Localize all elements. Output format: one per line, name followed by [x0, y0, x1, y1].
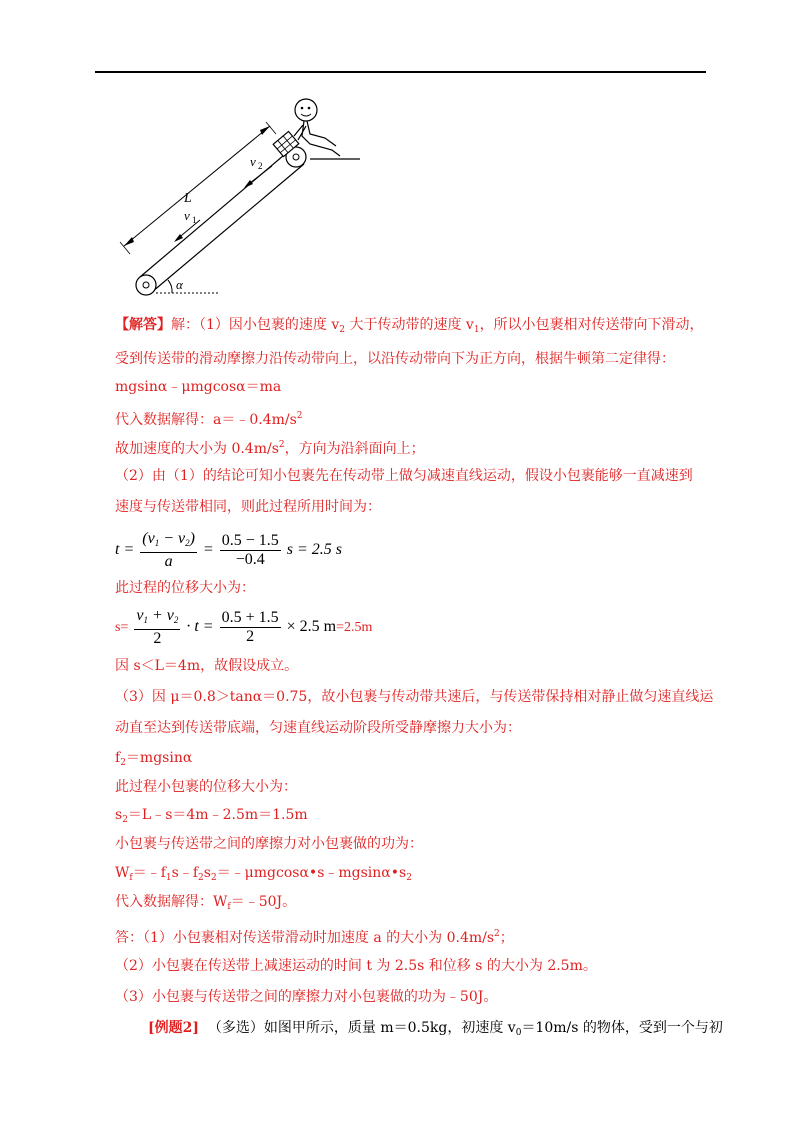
top-roller-hub [293, 154, 299, 160]
text: ＝mgsinα [125, 750, 193, 766]
length-arrow-bottom [124, 237, 134, 246]
solution-line-1 [115, 316, 704, 339]
alpha-label: α [176, 277, 183, 292]
text: 答：（1）小包裹相对传送带滑动时加速度 a 的大小为 0.4m/s [115, 930, 495, 946]
solution-line-9: 因 s＜L＝4m，故假设成立。 [115, 658, 299, 674]
denominator: −0.4 [235, 551, 265, 568]
text: ＝L﹣s＝4m﹣2.5m＝1.5m [127, 807, 308, 823]
text: W [115, 865, 130, 881]
length-label: L [184, 191, 192, 206]
text: s [203, 865, 211, 881]
text: 代入数据解得：a＝﹣0.4m/s [115, 412, 297, 428]
solution-line-15: 小包裹与传送带之间的摩擦力对小包裹做的功为： [115, 836, 423, 852]
text: ＝﹣μmgcosα•s﹣mgsinα•s [216, 865, 407, 881]
solution-line-13: 此过程小包裹的位移大小为： [115, 779, 297, 795]
fraction [134, 607, 180, 648]
alpha-arc [168, 280, 172, 293]
example-2-intro [148, 1019, 723, 1042]
text: ＝﹣50J。 [230, 894, 297, 910]
text: ＝﹣f [132, 865, 166, 881]
length-arrow-top [260, 126, 270, 135]
text: ＝10m/s 的物体，受到一个与初 [521, 1020, 723, 1036]
text: 解：（1）因小包裹的速度 v [171, 317, 340, 333]
text: 故加速度的大小为 0.4m/s [115, 441, 279, 457]
solution-tag: 【解答】 [115, 317, 171, 333]
solution-line-14 [115, 806, 308, 829]
sup: 2 [278, 440, 285, 450]
sub: 2 [339, 325, 346, 335]
text: v [136, 607, 144, 624]
text: + v [147, 607, 174, 624]
sub: 1 [165, 873, 172, 883]
answer-line-1 [115, 925, 514, 947]
text: ，方向为沿斜面向上； [284, 441, 425, 457]
fraction [140, 530, 197, 571]
sub: 2 [122, 815, 128, 825]
answer-line-2: （2）小包裹在传送带上减速运动的时间 t 为 2.5s 和位移 s 的大小为 2.5m。 [115, 958, 597, 974]
solution-line-5 [115, 436, 425, 458]
solution-line-4 [115, 407, 303, 429]
text: 代入数据解得：W [115, 894, 228, 910]
v2-label: v [250, 154, 256, 169]
text: − v [159, 530, 186, 547]
solution-line-7: 速度与传送带相同，则此过程所用时间为： [115, 499, 381, 515]
sub: 0 [515, 1028, 522, 1038]
sub: f [227, 902, 231, 912]
solution-line-2: 受到传送带的滑动摩擦力沿传动带向上，以沿传动带向下为正方向，根据牛顿第二定律得： [115, 351, 675, 367]
conveyor-figure [110, 92, 370, 302]
solution-line-16 [115, 864, 412, 887]
text: × 2.5 m [286, 618, 337, 636]
v1-label-sub: 1 [192, 215, 197, 225]
person-figure [294, 99, 340, 156]
sup: 2 [296, 411, 303, 421]
text: ； [499, 930, 514, 946]
sub: 1 [154, 538, 160, 548]
solution-line-10: （3）因 μ＝0.8＞tanα＝0.75，故小包裹与传动带共速后，与传送带保持相对静止做匀速直线运 [115, 689, 714, 705]
solution-line-11: 动直至达到传送带底端，匀速直线运动阶段所受静摩擦力大小为： [115, 720, 521, 736]
text: =2.5m [336, 620, 373, 636]
equation-newton: mgsinα﹣μmgcosα＝ma [115, 379, 282, 395]
numerator: 0.5 + 1.5 [221, 609, 279, 626]
text: （多选）如图甲所示，质量 m＝0.5kg，初速度 v [207, 1020, 516, 1036]
solution-line-12 [115, 749, 192, 772]
sub: 2 [406, 873, 412, 883]
denominator: 2 [153, 630, 162, 647]
solution-line-17 [115, 893, 296, 916]
belt-bottom-line [152, 164, 304, 292]
text: · t = [186, 618, 214, 636]
sub: 1 [473, 325, 480, 335]
equation-displacement [115, 607, 372, 648]
numerator [134, 607, 180, 630]
text: = [202, 541, 214, 559]
v1-label: v [184, 208, 190, 223]
answer-line-3: （3）小包裹与传送带之间的摩擦力对小包裹做的功为﹣50J。 [115, 989, 498, 1005]
equation-time [115, 530, 342, 571]
sub: 2 [185, 538, 190, 548]
sub: 2 [120, 758, 126, 768]
denominator: 2 [246, 628, 255, 645]
text: t = [115, 541, 135, 559]
text: (v [142, 530, 155, 547]
sub: 2 [173, 615, 179, 625]
fraction [220, 609, 281, 646]
solution-line-6: （2）由（1）的结论可知小包裹先在传动带上做匀减速直线运动，假设小包裹能够一直减速到 [115, 468, 693, 484]
fraction [220, 532, 281, 569]
text: ) [189, 530, 195, 547]
sub: 2 [210, 873, 217, 883]
text: s﹣f [171, 865, 199, 881]
sub: 2 [198, 873, 204, 883]
example-2-tag: [例题2] [148, 1020, 199, 1036]
sub: f [129, 873, 133, 883]
text: ，所以小包裹相对传送带向下滑动， [479, 317, 704, 333]
header-rule [95, 71, 706, 73]
text: s = 2.5 s [286, 541, 342, 559]
text: f [115, 750, 121, 766]
text: s= [115, 620, 129, 636]
numerator [140, 530, 197, 553]
text: s [115, 807, 123, 823]
numerator: 0.5 − 1.5 [221, 532, 279, 549]
sub: 1 [143, 615, 148, 625]
solution-line-8: 此过程的位移大小为： [115, 580, 255, 596]
text: 大于传动带的速度 v [345, 317, 474, 333]
denominator: a [164, 553, 173, 570]
v2-label-sub: 2 [258, 161, 263, 171]
bottom-roller-hub [143, 282, 149, 288]
sup: 2 [494, 929, 500, 939]
